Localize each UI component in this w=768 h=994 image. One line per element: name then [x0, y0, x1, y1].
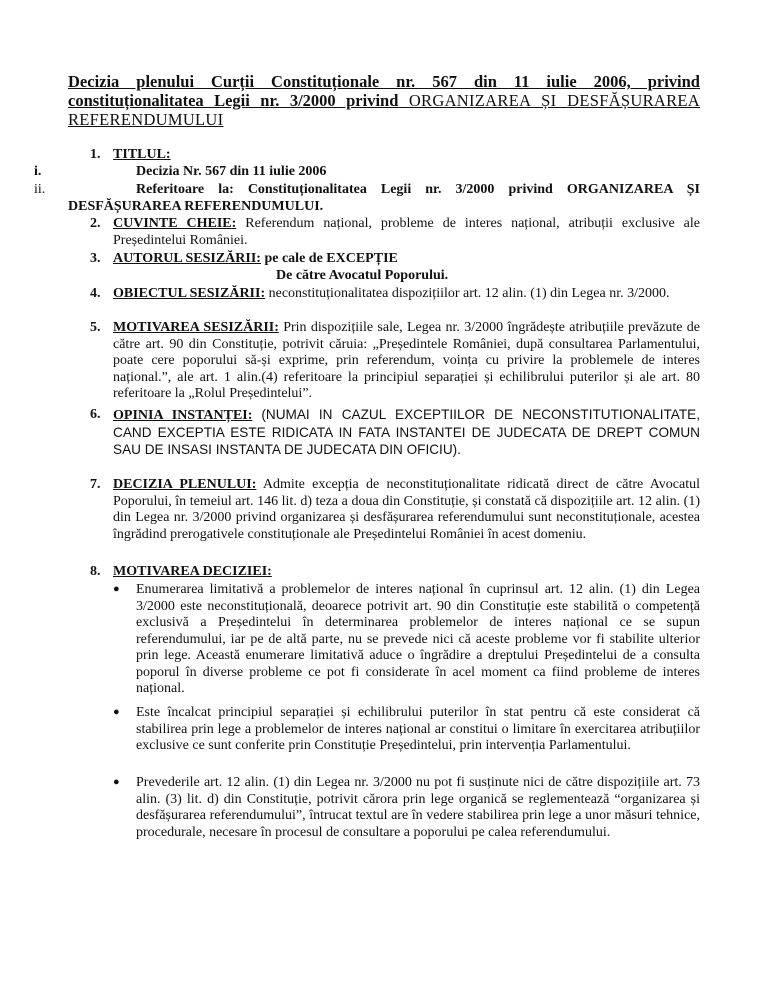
section-3-line-2: De către Avocatul Poporului.: [276, 268, 449, 283]
title-line-2: constituționalitatea Legii nr. 3/2000 privind: [68, 91, 399, 110]
bullet-1-text: Enumerarea limitativă a problemelor de interes național în cuprinsul art. 12 alin. (1) din Legea 3/2000 este neconstituțională, deoarece potrivit art. 90 din Constituție este stabilită o competență exclusivă a Președintelui în determinarea problemelor de interes național ce se supun referendumului, iar pe de altă parte, nu se prevede nici că aceste probleme vor fi stabilite ulterior prin lege. Această enumerare limitativă aduce o îngrădire a dreptului Președintelui de a consulta poporul în diverse probleme ce pot fi considerate în acel moment ca fiind probleme de interes național.: [136, 582, 700, 696]
section-5-label: MOTIVAREA SESIZĂRII:: [113, 320, 279, 335]
section-1-label: TITLUL:: [113, 147, 171, 162]
section-5-body: [113, 320, 700, 403]
subitem-ii-number: ii.: [34, 182, 46, 197]
title-line-3: REFERENDUMULUI: [68, 110, 224, 129]
section-7-label: DECIZIA PLENULUI:: [113, 477, 257, 492]
section-2-number: 2.: [90, 216, 101, 231]
section-3-text: pe cale de EXCEPȚIE: [264, 251, 398, 266]
subitem-ii-line-1: Referitoare la: Constituționalitatea Legii nr. 3/2000 privind ORGANIZAREA ȘI: [136, 182, 700, 197]
section-2-label: CUVINTE CHEIE:: [113, 216, 237, 231]
title-line-2-caps: ORGANIZAREA ȘI DESFĂȘURAREA: [408, 91, 701, 110]
section-3-body: [113, 251, 398, 268]
subitem-i-text: Decizia Nr. 567 din 11 iulie 2006: [136, 164, 327, 179]
section-5-number: 5.: [90, 320, 101, 335]
section-3-label: AUTORUL SESIZĂRII:: [113, 251, 261, 266]
bullet-2-marker: ●: [113, 706, 120, 718]
section-4-label: OBIECTUL SESIZĂRII:: [113, 286, 266, 301]
subitem-ii-line-2: DESFĂȘURAREA REFERENDUMULUI.: [68, 199, 324, 214]
section-6-body: [113, 407, 700, 460]
subitem-i-number: i.: [34, 164, 42, 179]
bullet-3-marker: ●: [113, 776, 120, 788]
section-6-number: 6.: [90, 407, 101, 422]
section-7-body: [113, 477, 700, 543]
section-2-body: [113, 216, 700, 249]
title-line-1: Decizia plenului Curții Constituționale nr. 567 din 11 iulie 2006, privind: [68, 72, 700, 91]
section-2-text: Referendum național, probleme de interes național, atribuții exclusive ale Președintelui României.: [113, 216, 700, 248]
section-7-number: 7.: [90, 477, 101, 492]
section-4-text: neconstituționalitatea dispozițiilor art. 12 alin. (1) din Legea nr. 3/2000.: [268, 286, 670, 301]
bullet-1-marker: ●: [113, 583, 120, 595]
section-7-text: Admite excepția de neconstituționalitate ridicată direct de către Avocatul Poporului, în temeiul art. 146 lit. d) teza a doua din Constituție, și constată că dispozițiile art. 12 alin. (1) din Legea nr. 3/2000 privind organizarea și desfășurarea referendumului sunt neconstituționale, acestea îngrădind prerogativele constituționale ale Președintelui României în acest domeniu.: [113, 477, 700, 542]
section-6-text: (NUMAI IN CAZUL EXCEPTIILOR DE NECONSTITUTIONALITATE, CAND EXCEPTIA ESTE RIDICATA IN FATA INSTANTEI DE JUDECATA DE DREPT COMUN SAU DE INSASI INSTANTA DE JUDECATA DIN OFICIU).: [113, 407, 700, 457]
section-3-number: 3.: [90, 251, 101, 266]
section-4-body: [113, 286, 700, 303]
section-1-number: 1.: [90, 147, 101, 162]
section-8-number: 8.: [90, 564, 101, 579]
bullet-3-text: Prevederile art. 12 alin. (1) din Legea nr. 3/2000 nu pot fi susținute nici de către dispozițiile art. 73 alin. (3) lit. d) din Constituție, potrivit cărora prin lege organică se reglementează “organizarea și desfășurarea referendumului”, întrucat textul are în vedere stabilirea prin lege a unor măsuri tehnice, procedurale, necesare în procesul de consultare a poporului pe calea referendumului.: [136, 775, 700, 840]
section-5-text: Prin dispozițiile sale, Legea nr. 3/2000 îngrădește atribuțiile prevăzute de către art. 90 din Constituție, potrivit căruia: „Președintele României, după consultarea Parlamentului, poate cere poporului să-și exprime, prin referendum, voința cu privire la problemele de interes național.”, ale art. 1 alin.(4) referitoare la principiul separației și echilibrului puterilor și ale art. 80 referitoare la „Rolul Președintelui”.: [113, 320, 700, 401]
section-6-label: OPINIA INSTANȚEI:: [113, 408, 253, 423]
document-title: [68, 72, 700, 129]
section-4-number: 4.: [90, 286, 101, 301]
bullet-2-text: Este încalcat principiul separației și echilibrului puterilor în stat pentru că este considerat că stabilirea prin lege a problemelor de interes național ar constitui o limitare în exercitarea atribuțiilor exclusive ce sunt conferite prin Constituție Președintelui, prin intervenția Parlamentului.: [136, 705, 700, 753]
section-8-label: MOTIVAREA DECIZIEI:: [113, 564, 272, 579]
